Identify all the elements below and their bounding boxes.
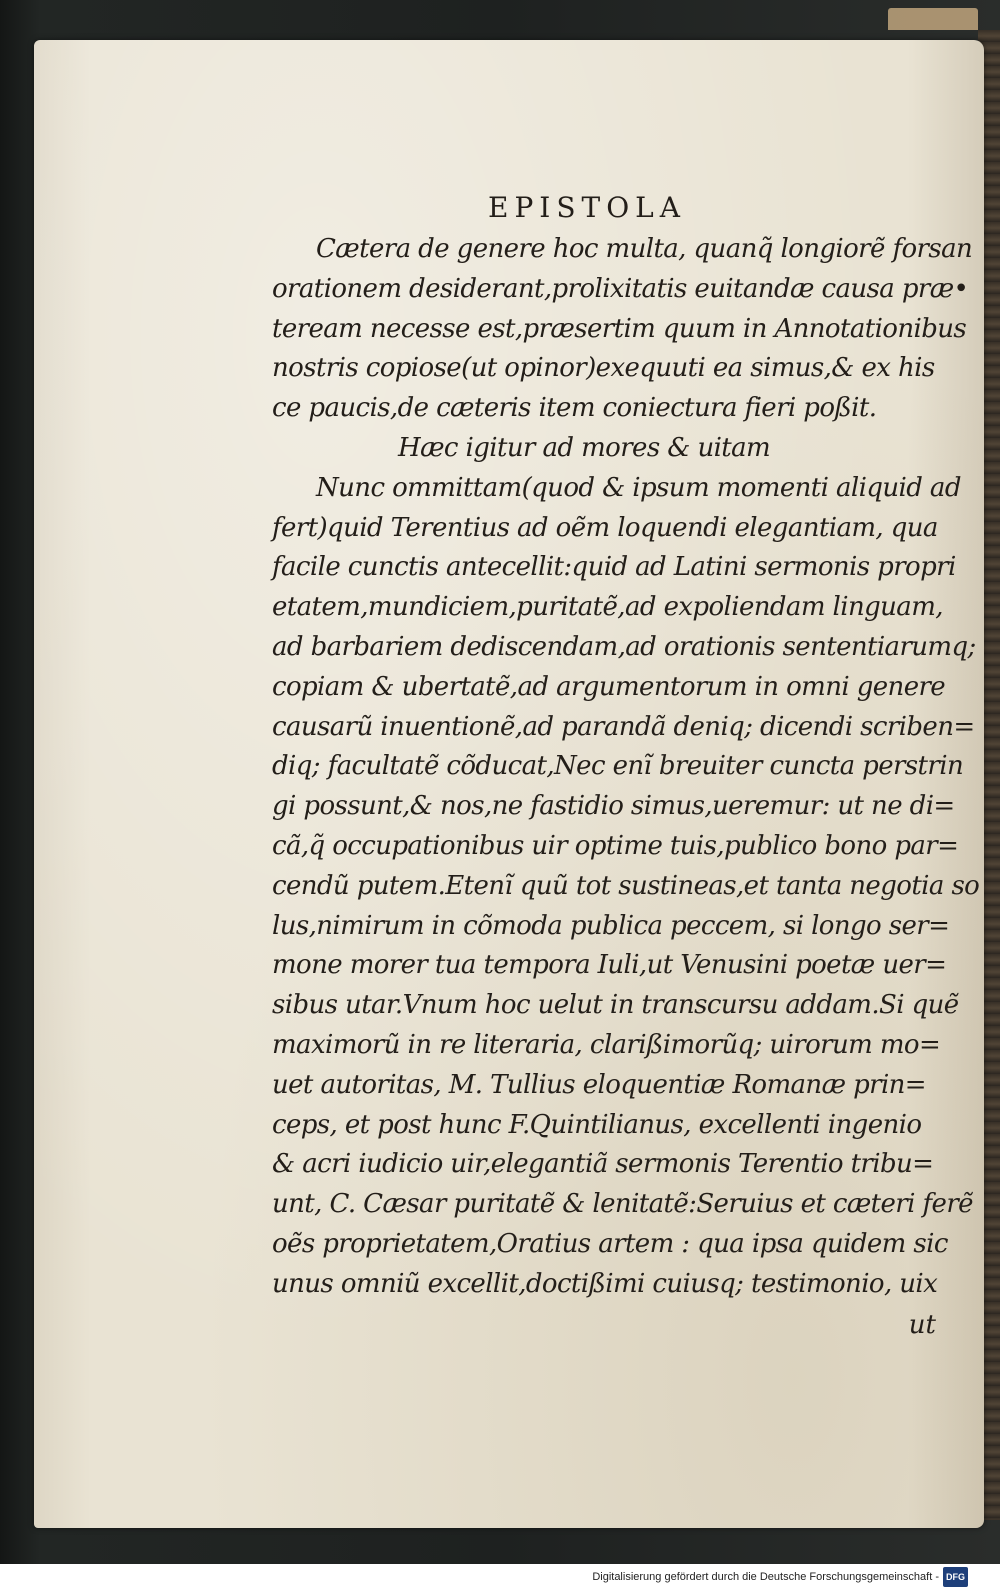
text-line: nostris copiose(ut opinor)exequuti ea simus,& ex his (272, 353, 935, 384)
text-line: sibus utar.Vnum hoc uelut in transcursu addam.Si quẽ (272, 990, 959, 1021)
text-line: ad barbariem dediscendam,ad orationis sententiarumq; (272, 631, 976, 662)
running-head: EPISTOLA (488, 191, 686, 224)
text-line: copiam & ubertatẽ,ad argumentorum in omni genere (272, 671, 946, 702)
text-line: mone morer tua tempora Iuli,ut Venusini poetæ uer= (272, 950, 947, 981)
text-line: maximorũ in re literaria, clarißimorũq; uirorum mo= (272, 1029, 941, 1060)
text-line: facile cunctis antecellit:quid ad Latini sermonis propri (272, 552, 956, 583)
text-line: orationem desiderant,prolixitatis euitandæ causa præ• (272, 273, 969, 304)
text-line: teream necesse est,præsertim quum in Annotationibus (272, 313, 967, 344)
footer-credit (588, 1568, 972, 1586)
text-line: uet autoritas, M. Tullius eloquentiæ Romanæ prin= (272, 1069, 926, 1100)
text-line: Cætera de genere hoc multa, quanq̃ longiorẽ forsan (316, 234, 973, 264)
text-line: cã,q̃ occupationibus uir optime tuis,publico bono par= (272, 830, 959, 861)
text-line: unus omniũ excellit,doctißimi cuiusq; testimonio, uix (272, 1268, 938, 1299)
text-line: ce paucis,de cæteris item coniectura fieri poßit. (272, 393, 877, 424)
text-line: cendũ putem.Etenĩ quũ tot sustineas,et tanta negotia so (272, 870, 980, 901)
text-line: Nunc ommittam(quod & ipsum momenti aliquid ad (316, 472, 961, 503)
text-block (272, 186, 980, 1345)
text-line: causarũ inuentionẽ,ad parandã deniq; dicendi scriben= (272, 711, 975, 742)
book-page (34, 40, 984, 1528)
text-line: unt, C. Cæsar puritatẽ & lenitatẽ:Seruius et cæteri ferẽ (272, 1189, 973, 1220)
text-line: & acri iudicio uir,elegantiã sermonis Terentio tribu= (272, 1149, 934, 1180)
text-line: ceps, et post hunc F.Quintilianus, excellenti ingenio (272, 1109, 922, 1140)
text-lines (272, 230, 980, 1305)
dfg-logo-icon: DFG (943, 1567, 968, 1587)
catchword: ut (908, 1309, 936, 1340)
book-top-tab (888, 8, 978, 30)
text-line: Hæc igitur ad mores & uitam (398, 432, 771, 463)
text-line: gi possunt,& nos,ne fastidio simus,ueremur: ut ne di= (272, 791, 955, 822)
text-line: oẽs proprietatem,Oratius artem : qua ipsa quidem sic (272, 1228, 948, 1259)
text-line: fert)quid Terentius ad oẽm loquendi elegantiam, qua (272, 512, 938, 543)
footer-credit-text: Digitalisierung gefördert durch die Deutsche Forschungsgemeinschaft - (592, 1571, 939, 1583)
text-line: lus,nimirum in cõmoda publica peccem, si longo ser= (272, 910, 950, 941)
text-line: etatem,mundiciem,puritatẽ,ad expoliendam linguam, (272, 592, 943, 623)
text-line: diq; facultatẽ cõducat,Nec enĩ breuiter cuncta perstrin (272, 751, 964, 782)
